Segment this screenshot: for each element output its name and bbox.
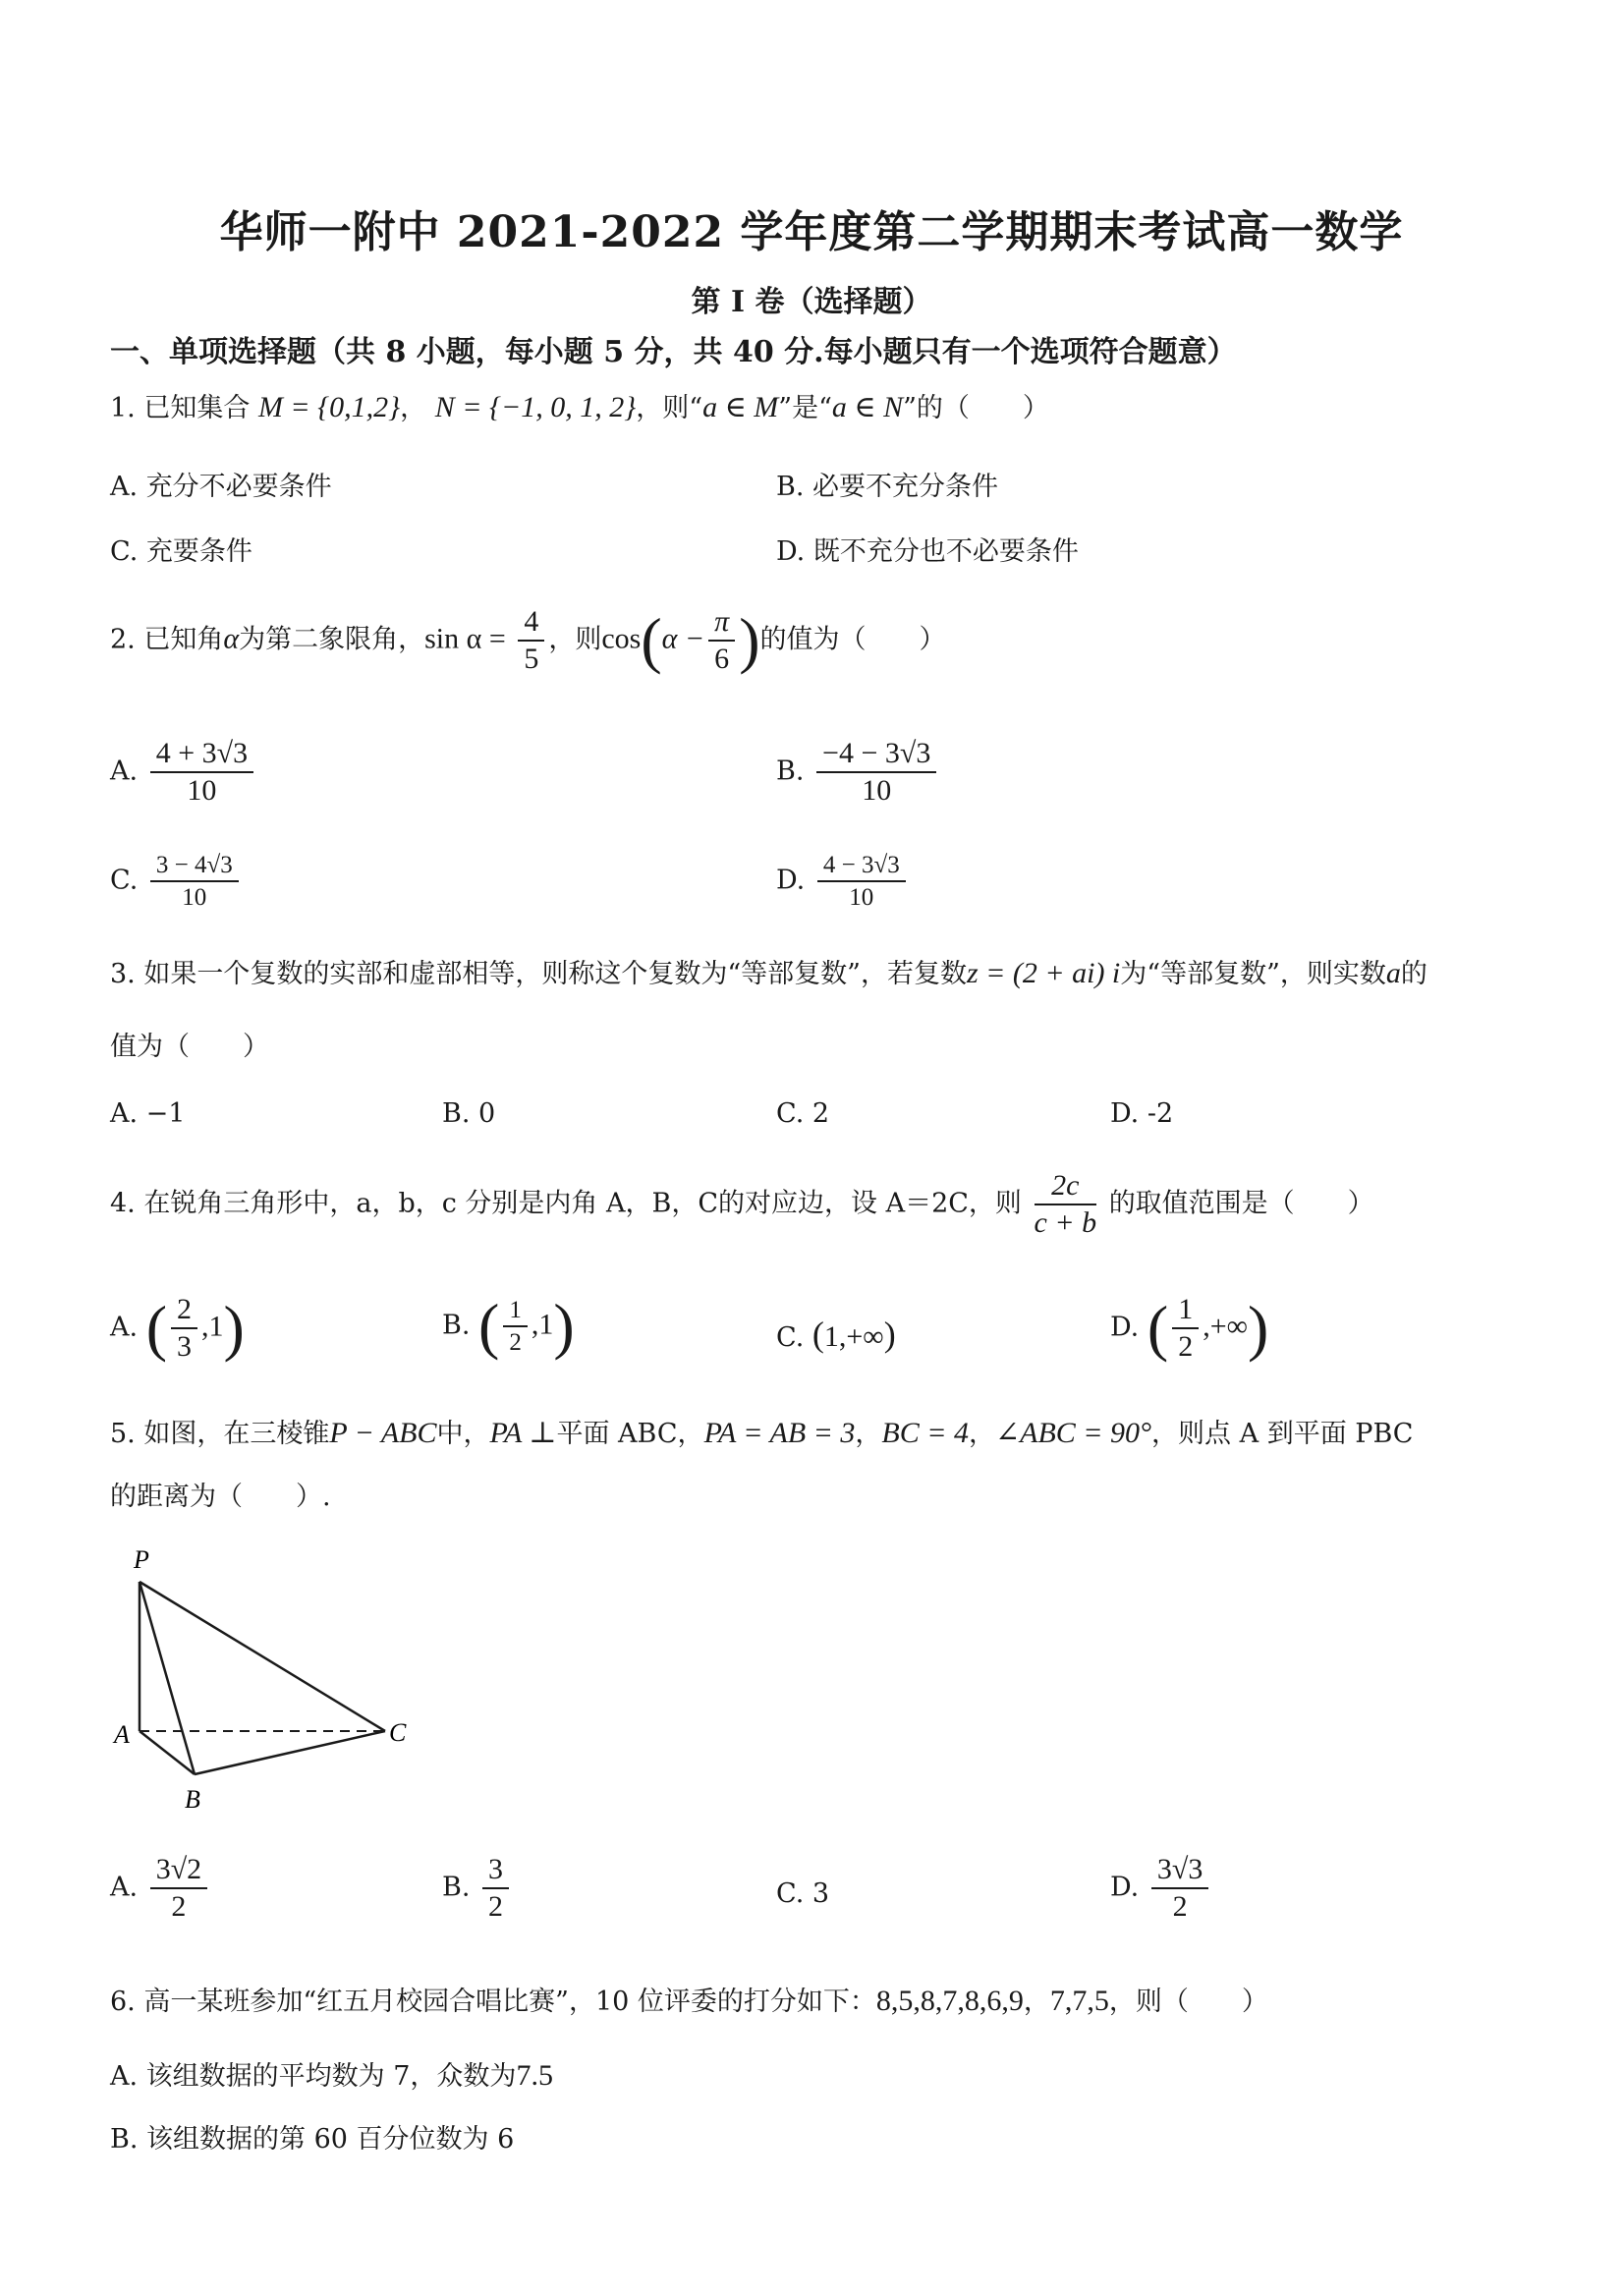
q1-option-c: C. 充要条件 — [110, 536, 252, 567]
question-1 — [110, 393, 1049, 422]
question-3-line2: 值为（ ） — [110, 1032, 269, 1062]
q2-a-num: 4 + 3√3 — [150, 739, 253, 773]
q2-arg: α − — [661, 622, 705, 655]
q4-b-num: 1 — [503, 1298, 528, 1327]
q5-eq1: PA = AB = 3 — [703, 1417, 856, 1449]
q4-a-label: A. — [110, 1312, 139, 1343]
q4-d-tail: ,+∞ — [1203, 1310, 1248, 1343]
q5-a-num: 3√2 — [150, 1855, 207, 1889]
q2-num: 4 — [518, 607, 544, 642]
q5-pa-perp: PA ⊥ — [489, 1417, 557, 1449]
q3-z: z = (2 + ai) i — [966, 957, 1121, 989]
q4-d-fraction — [1172, 1295, 1199, 1362]
q1-a-in-m: a ∈ M — [702, 391, 779, 423]
q5-eq3: ∠ABC = 90° — [995, 1417, 1152, 1449]
label-p: P — [134, 1545, 149, 1574]
q4-b-paren-left: ( — [478, 1291, 500, 1361]
q2-b-label: B. — [776, 756, 805, 787]
q6-scores-2: 7,7,5 — [1049, 1985, 1109, 2017]
q2-paren-left: ( — [641, 605, 662, 675]
q6-a-value: 7.5 — [516, 2059, 553, 2092]
q4-a-fraction — [171, 1295, 197, 1362]
question-2 — [110, 607, 946, 674]
q3-option-b: B. 0 — [442, 1098, 496, 1129]
q2-den: 5 — [524, 643, 539, 675]
q2-suffix: 的值为（ ） — [759, 624, 946, 655]
q2-b-den: 10 — [862, 774, 892, 807]
q2-option-d — [776, 853, 910, 910]
q5-option-c: C. 3 — [776, 1878, 830, 1909]
q4-b-paren-right: ) — [553, 1291, 575, 1361]
q6-suffix: ，则（ ） — [1108, 1987, 1268, 2017]
q3-option-a: A. −1 — [110, 1098, 186, 1129]
q4-num: 2c — [1035, 1171, 1097, 1205]
q4-d-num: 1 — [1172, 1295, 1199, 1329]
q1-option-d: D. 既不充分也不必要条件 — [776, 536, 1079, 567]
q2-sin: sin α = — [424, 622, 506, 655]
q5-option-d — [1110, 1855, 1212, 1922]
q2-option-a — [110, 739, 257, 806]
q4-option-d — [1110, 1295, 1268, 1362]
pyramid-diagram — [110, 1542, 424, 1818]
q1-mid: ，则“ — [636, 393, 703, 423]
q2-a-fraction — [150, 739, 253, 806]
q2-cos: cos — [601, 622, 642, 655]
q2-c-fraction — [150, 853, 239, 910]
q2-prefix: 2. 已知角 — [110, 624, 224, 655]
q6-scores-1: 8,5,8,7,8,6,9 — [875, 1985, 1024, 2017]
q4-c-label: C. — [776, 1322, 805, 1353]
page-title: 华师一附中 2021-2022 学年度第二学期期末考试高一数学 — [219, 207, 1404, 257]
q4-c-value: 1,+∞ — [823, 1320, 884, 1353]
q6-prefix: 6. 高一某班参加“红五月校园合唱比赛”，10 位评委的打分如下： — [110, 1987, 876, 2017]
q4-d-paren-left: ( — [1147, 1293, 1169, 1363]
q4-d-label: D. — [1110, 1312, 1140, 1343]
q1-option-a: A. 充分不必要条件 — [110, 472, 332, 502]
section-volume-title: 第 I 卷（选择题） — [691, 285, 932, 319]
q2-a-label: A. — [110, 756, 139, 787]
q6-option-b: B. 该组数据的第 60 百分位数为 6 — [110, 2124, 515, 2155]
label-c: C — [389, 1718, 407, 1747]
q3-mid: 为“等部复数”，则实数 — [1120, 959, 1386, 989]
q5-option-a — [110, 1855, 211, 1922]
q4-b-fraction — [503, 1298, 528, 1355]
q5-plane: 平面 ABC， — [556, 1419, 704, 1449]
q1-comma: ， — [400, 393, 427, 423]
q4-c-paren-left: ( — [812, 1315, 824, 1354]
q5-comma1: ， — [855, 1419, 882, 1449]
q1-a-in-n: a ∈ N — [831, 391, 904, 423]
pyramid-figure — [110, 1542, 424, 1821]
q2-fraction — [518, 607, 544, 674]
q1-set-m: M = {0,1,2} — [257, 391, 401, 423]
q2-d-label: D. — [776, 865, 806, 896]
q2-option-b — [776, 739, 940, 806]
q5-comma2: ， — [969, 1419, 995, 1449]
q2-d-den: 10 — [849, 884, 874, 911]
q2-c-num: 3 − 4√3 — [150, 853, 239, 882]
q1-option-b: B. 必要不充分条件 — [776, 472, 999, 502]
q4-suffix: 的取值范围是（ ） — [1108, 1188, 1374, 1219]
q5-d-fraction — [1151, 1855, 1208, 1922]
q4-b-den: 2 — [509, 1329, 522, 1356]
q4-a-den: 3 — [177, 1330, 192, 1363]
q2-b-fraction — [816, 739, 936, 806]
q5-mid: 中， — [436, 1419, 490, 1449]
q3-option-d: D. -2 — [1110, 1098, 1174, 1129]
q1-suffix: ”的（ ） — [903, 393, 1049, 423]
question-5-line2: 的距离为（ ）. — [110, 1482, 331, 1512]
q4-d-paren-right: ) — [1248, 1293, 1269, 1363]
label-b: B — [185, 1785, 200, 1814]
q3-option-c: C. 2 — [776, 1098, 830, 1129]
q5-b-label: B. — [442, 1872, 471, 1903]
q4-option-c — [776, 1316, 896, 1352]
q2-paren-right: ) — [739, 605, 760, 675]
q5-a-label: A. — [110, 1872, 139, 1903]
q5-d-num: 3√3 — [1151, 1855, 1208, 1889]
label-a: A — [114, 1720, 130, 1749]
question-3 — [110, 959, 1427, 988]
question-5 — [110, 1419, 1413, 1448]
q5-d-den: 2 — [1172, 1890, 1188, 1923]
q5-pabc: P − ABC — [329, 1417, 437, 1449]
q2-a-den: 10 — [187, 774, 217, 807]
edge-bc — [195, 1731, 385, 1774]
q2-mid2: ，则 — [548, 624, 602, 655]
q4-c-paren-right: ) — [883, 1315, 896, 1354]
q2-b-num: −4 − 3√3 — [816, 739, 936, 773]
q2-option-c — [110, 853, 243, 910]
q4-fraction — [1035, 1171, 1097, 1238]
q2-d-fraction — [817, 853, 906, 910]
q2-alpha: α — [223, 622, 240, 655]
edge-ab — [140, 1731, 195, 1774]
q4-a-paren-right: ) — [223, 1293, 245, 1363]
q3-a: a — [1385, 957, 1401, 989]
q2-c-label: C. — [110, 865, 139, 896]
q4-a-paren-left: ( — [145, 1293, 167, 1363]
q2-six: 6 — [714, 643, 730, 675]
q4-a-num: 2 — [171, 1295, 197, 1329]
q2-c-den: 10 — [182, 884, 207, 911]
q5-eq2: BC = 4 — [881, 1417, 969, 1449]
question-4 — [110, 1171, 1374, 1238]
q4-den: c + b — [1034, 1206, 1097, 1239]
q5-option-b — [442, 1855, 513, 1922]
q2-pi-fraction — [708, 607, 735, 674]
q4-prefix: 4. 在锐角三角形中，a，b，c 分别是内角 A，B，C的对应边，设 A＝2C，则 — [110, 1188, 1022, 1219]
q5-a-den: 2 — [171, 1890, 187, 1923]
q5-b-num: 3 — [482, 1855, 509, 1889]
q6-comma: ， — [1023, 1987, 1050, 2017]
q1-set-n: N = {−1, 0, 1, 2} — [434, 391, 637, 423]
q4-option-b — [442, 1291, 575, 1361]
q2-d-num: 4 − 3√3 — [817, 853, 906, 882]
q3-prefix: 3. 如果一个复数的实部和虚部相等，则称这个复数为“等部复数”，若复数 — [110, 959, 967, 989]
q4-d-den: 2 — [1178, 1330, 1194, 1363]
q5-d-label: D. — [1110, 1872, 1140, 1903]
q5-suffix: ，则点 A 到平面 PBC — [1151, 1419, 1414, 1449]
q5-b-fraction — [482, 1855, 509, 1922]
q4-b-label: B. — [442, 1310, 471, 1341]
q1-prefix: 1. 已知集合 — [110, 393, 251, 423]
section-heading: 一、单项选择题（共 8 小题，每小题 5 分，共 40 分.每小题只有一个选项符合题意） — [110, 335, 1237, 369]
q4-b-tail: ,1 — [531, 1308, 554, 1341]
q5-prefix: 5. 如图，在三棱锥 — [110, 1419, 330, 1449]
q3-suffix: 的 — [1400, 959, 1427, 989]
q6-option-a — [110, 2061, 553, 2091]
q2-pi: π — [708, 607, 735, 642]
q6-a-text: A. 该组数据的平均数为 7，众数为 — [110, 2061, 517, 2092]
question-6 — [110, 1987, 1268, 2016]
q4-a-tail: ,1 — [201, 1310, 224, 1343]
q4-option-a — [110, 1295, 245, 1362]
q2-mid: 为第二象限角， — [239, 624, 425, 655]
q5-b-den: 2 — [488, 1890, 504, 1923]
q1-mid2: ”是“ — [778, 393, 832, 423]
q5-a-fraction — [150, 1855, 207, 1922]
